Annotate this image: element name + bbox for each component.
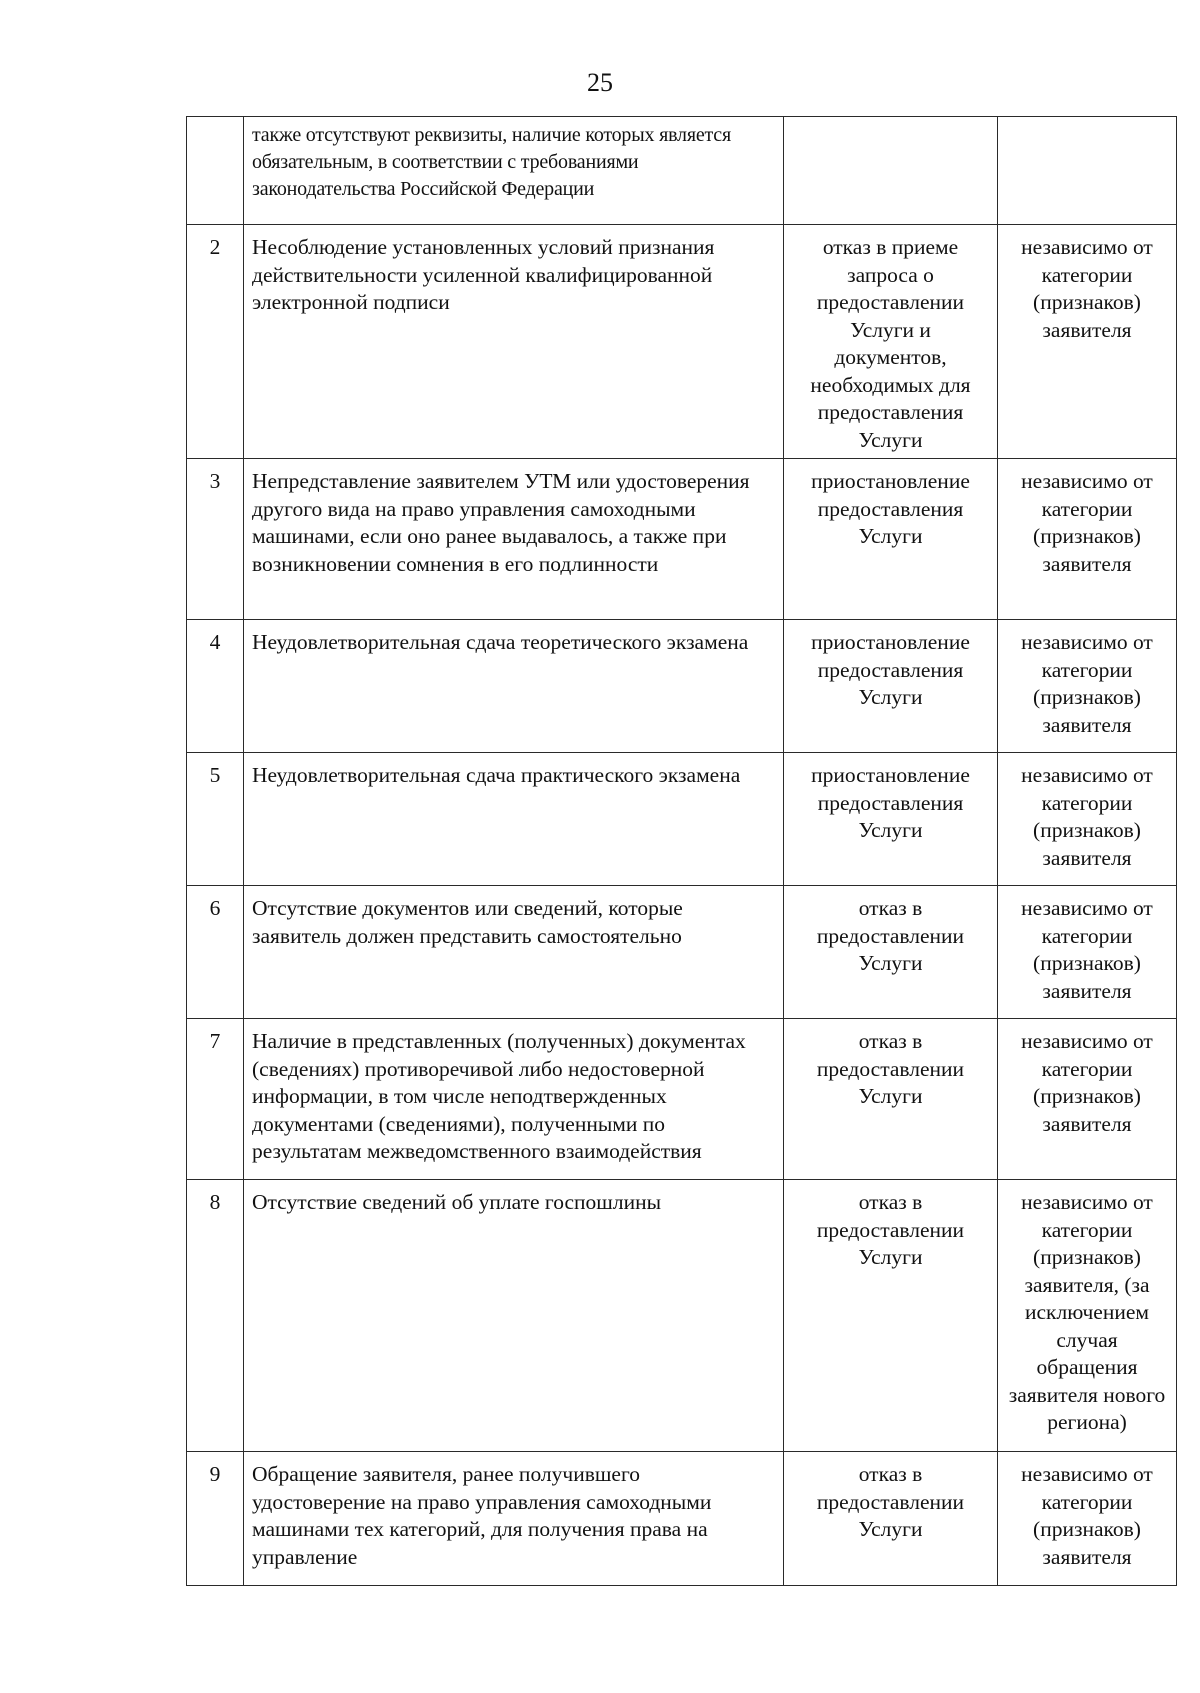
row-number: 7 xyxy=(187,1019,244,1180)
table-row xyxy=(187,1019,1177,1180)
row-number: 6 xyxy=(187,886,244,1019)
row-description: Несоблюдение установленных условий признания действительности усиленной квалифицированной электронной подписи xyxy=(244,225,784,459)
row-action: приостановление предоставления Услуги xyxy=(784,753,998,886)
table-row xyxy=(187,886,1177,1019)
grounds-table xyxy=(186,116,1177,1586)
row-action: отказ в предоставлении Услуги xyxy=(784,1452,998,1586)
row-action: отказ в предоставлении Услуги xyxy=(784,1180,998,1452)
row-category: независимо от категории (признаков) заявителя xyxy=(998,620,1177,753)
row-description: Отсутствие сведений об уплате госпошлины xyxy=(244,1180,784,1452)
row-description: Непредставление заявителем УТМ или удостоверения другого вида на право управления самоходными машинами, если оно ранее выдавалось, а также при возникновении сомнения в его подлинности xyxy=(244,459,784,620)
row-category: независимо от категории (признаков) заявителя xyxy=(998,753,1177,886)
row-category: независимо от категории (признаков) заявителя xyxy=(998,886,1177,1019)
row-action: отказ в предоставлении Услуги xyxy=(784,1019,998,1180)
table-row xyxy=(187,620,1177,753)
row-description: также отсутствуют реквизиты, наличие которых является обязательным, в соответствии с требованиями законодательства Российской Федерации xyxy=(244,117,784,225)
row-category: независимо от категории (признаков) заявителя xyxy=(998,1452,1177,1586)
row-number: 4 xyxy=(187,620,244,753)
table-row xyxy=(187,117,1177,225)
row-number xyxy=(187,117,244,225)
row-number: 3 xyxy=(187,459,244,620)
row-action: приостановление предоставления Услуги xyxy=(784,459,998,620)
row-number: 5 xyxy=(187,753,244,886)
row-category: независимо от категории (признаков) заявителя xyxy=(998,225,1177,459)
table-row xyxy=(187,1452,1177,1586)
table-row xyxy=(187,753,1177,886)
table-row xyxy=(187,459,1177,620)
row-number: 9 xyxy=(187,1452,244,1586)
row-description: Обращение заявителя, ранее получившего удостоверение на право управления самоходными машинами тех категорий, для получения права на управление xyxy=(244,1452,784,1586)
row-category: независимо от категории (признаков) заявителя, (за исключением случая обращения заявителя нового региона) xyxy=(998,1180,1177,1452)
row-description: Неудовлетворительная сдача теоретического экзамена xyxy=(244,620,784,753)
row-description: Отсутствие документов или сведений, которые заявитель должен представить самостоятельно xyxy=(244,886,784,1019)
row-number: 2 xyxy=(187,225,244,459)
page-number: 25 xyxy=(587,68,613,97)
table-row xyxy=(187,225,1177,459)
row-action: отказ в предоставлении Услуги xyxy=(784,886,998,1019)
row-category: независимо от категории (признаков) заявителя xyxy=(998,459,1177,620)
row-action xyxy=(784,117,998,225)
row-description: Неудовлетворительная сдача практического экзамена xyxy=(244,753,784,886)
row-action: отказ в приеме запроса о предоставлении Услуги и документов, необходимых для предоставления Услуги xyxy=(784,225,998,459)
table-row xyxy=(187,1180,1177,1452)
row-description: Наличие в представленных (полученных) документах (сведениях) противоречивой либо недостоверной информации, в том числе неподтвержденных документами (сведениями), полученными по результатам межведомственного взаимодействия xyxy=(244,1019,784,1180)
row-category xyxy=(998,117,1177,225)
row-action: приостановление предоставления Услуги xyxy=(784,620,998,753)
row-category: независимо от категории (признаков) заявителя xyxy=(998,1019,1177,1180)
row-number: 8 xyxy=(187,1180,244,1452)
